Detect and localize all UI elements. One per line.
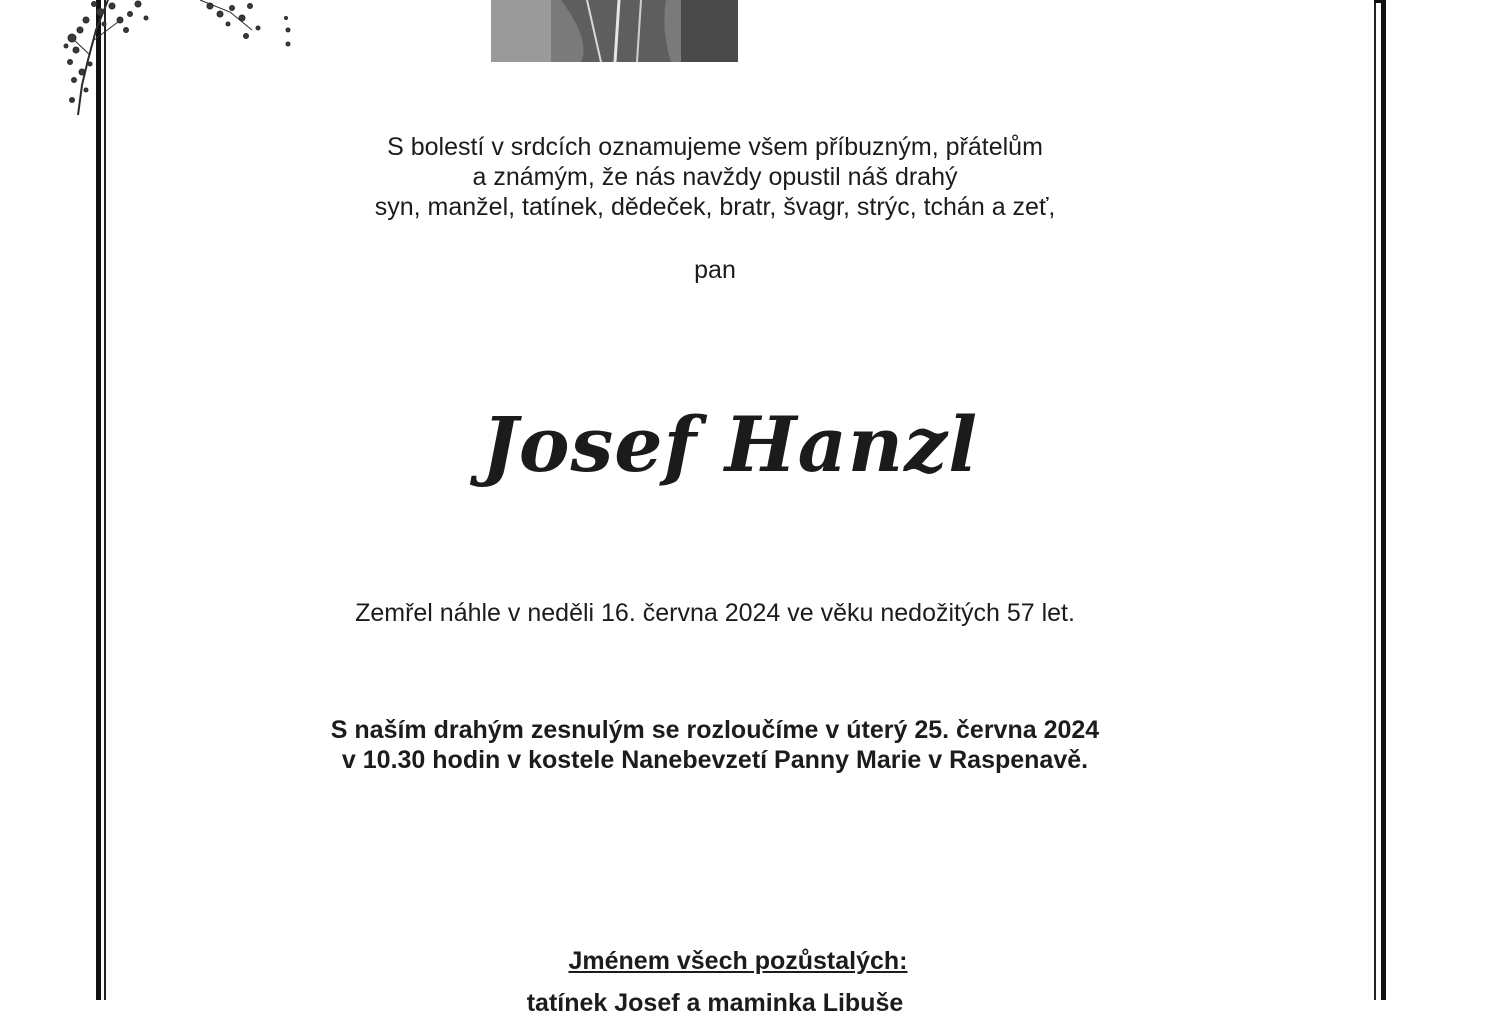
photo-image-icon bbox=[491, 0, 738, 62]
portrait-photo bbox=[491, 0, 738, 62]
funeral-notice bbox=[0, 715, 1430, 775]
intro-line-1: S bolestí v srdcích oznamujeme všem příbuzným, přátelům bbox=[387, 133, 1043, 161]
intro-line-3: syn, manžel, tatínek, dědeček, bratr, švagr, strýc, tchán a zeť, bbox=[374, 193, 1056, 221]
funeral-line-1: S naším drahým zesnulým se rozloučíme v úterý 25. června 2024 bbox=[330, 716, 1100, 744]
intro-line-2: a známým, že nás navždy opustil náš drahý bbox=[472, 163, 958, 191]
signature-heading bbox=[0, 946, 1476, 976]
intro-paragraph bbox=[0, 132, 1430, 222]
salutation: pan bbox=[694, 256, 736, 284]
family-line: tatínek Josef a maminka Libuše bbox=[526, 989, 904, 1017]
branch-twig-icon bbox=[60, 0, 320, 115]
funeral-line-2: v 10.30 hodin v kostele Nanebevzetí Panny Marie v Raspenavě. bbox=[341, 746, 1089, 774]
frame-corner bbox=[1374, 0, 1386, 3]
death-notice: Zemřel náhle v neděli 16. června 2024 ve věku nedožitých 57 let. bbox=[355, 599, 1075, 627]
signature-heading-text: Jménem všech pozůstalých: bbox=[568, 947, 908, 975]
deceased-name: Josef Hanzl bbox=[481, 400, 979, 489]
